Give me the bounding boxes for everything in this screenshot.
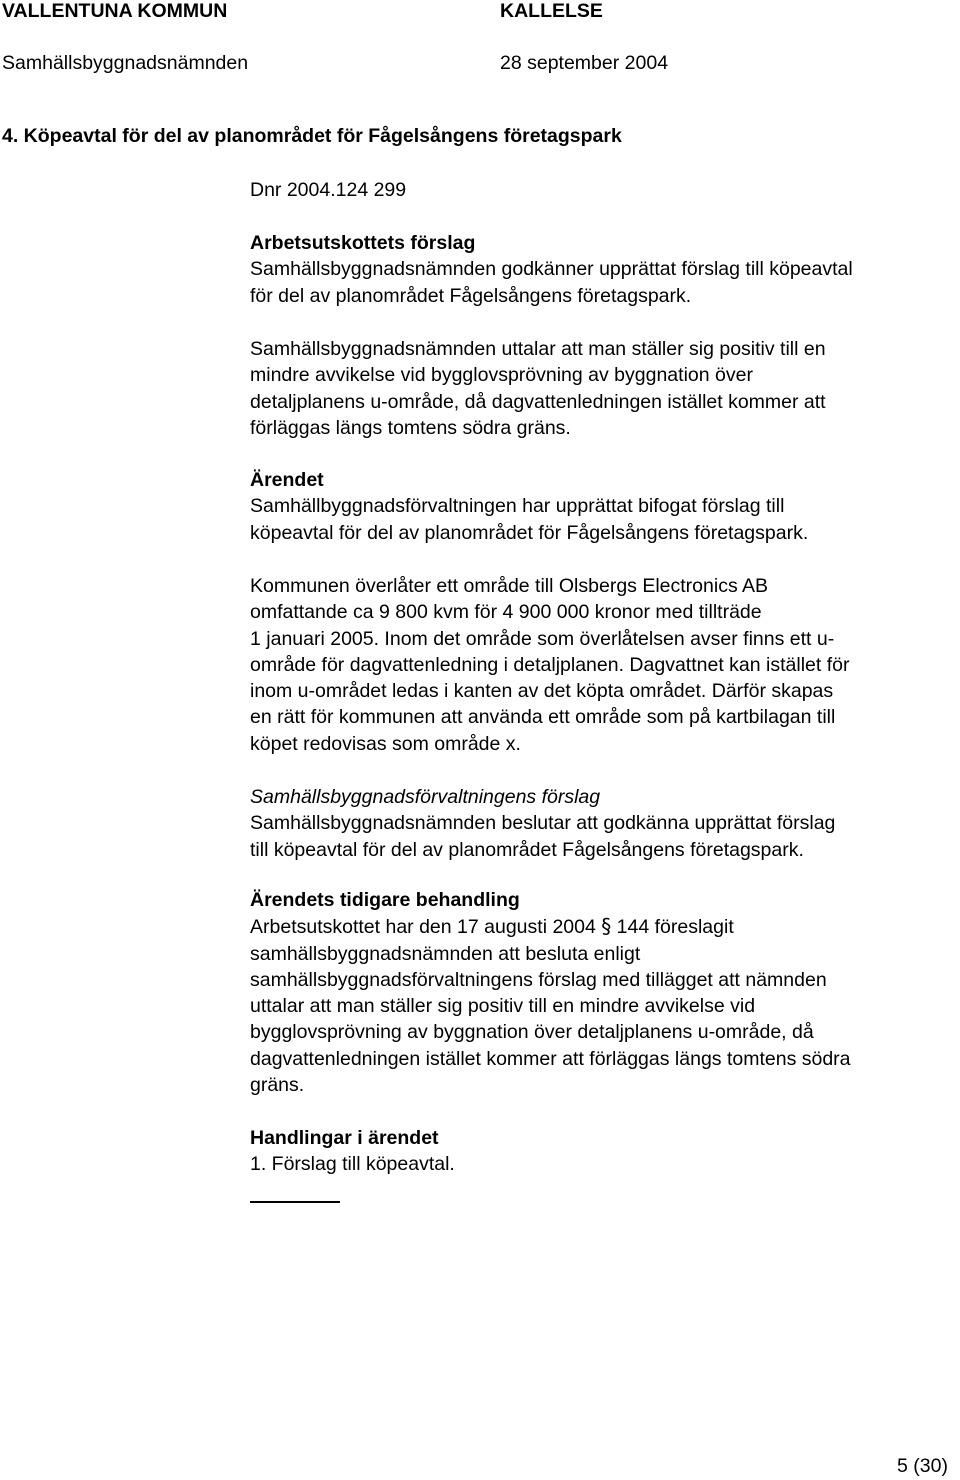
item-title: 4. Köpeavtal för del av planområdet för Fågelsångens företagspark — [2, 125, 622, 147]
au-proposal-heading: Arbetsutskottets förslag — [250, 232, 476, 254]
text-line: gräns. — [250, 1074, 305, 1097]
admin-proposal-heading: Samhällsbyggnadsförvaltningens förslag — [250, 786, 601, 808]
text-line: till köpeavtal för del av planområdet Fågelsångens företagspark. — [250, 838, 804, 861]
text-line: för del av planområdet Fågelsångens företagspark. — [250, 284, 692, 307]
au-proposal-paragraph-2 — [250, 336, 950, 441]
previous-heading: Ärendets tidigare behandling — [250, 889, 520, 911]
admin-proposal-section — [250, 784, 950, 863]
matter-paragraph-2 — [250, 573, 950, 757]
matter-heading: Ärendet — [250, 469, 324, 491]
header-doc-type: KALLELSE — [500, 0, 603, 22]
text-fragment: Arbetsutskottet har den 17 augusti 2004 — [250, 916, 602, 939]
text-line: uttalar att man ställer sig positiv till en mindre avvikelse vid — [250, 995, 756, 1018]
text-line: en rätt för kommunen att använda ett område som på kartbilagan till — [250, 706, 836, 729]
text-line: förläggas längs tomtens södra gräns. — [250, 416, 571, 439]
text-line: mindre avvikelse vid bygglovsprövning av byggnation över — [250, 364, 753, 387]
dnr — [250, 177, 950, 203]
au-proposal-section — [250, 230, 950, 309]
header-board: Samhällsbyggnadsnämnden — [2, 52, 249, 74]
document-item: 1. Förslag till köpeavtal. — [250, 1153, 455, 1176]
text-line: köpet redovisas som område x. — [250, 732, 521, 755]
text-line: samhällsbyggnadsnämnden att besluta enligt — [250, 942, 641, 965]
text-line: köpeavtal för del av planområdet för Fågelsångens företagspark. — [250, 521, 809, 544]
text-line: inom u-området ledas i kanten av det köpta området. Därför skapas — [250, 680, 834, 703]
text-fragment: 144 föreslagit — [611, 916, 734, 939]
text-line: område för dagvattenledning i detaljplanen. Dagvattnet kan istället för — [250, 653, 850, 676]
text-line: 1 januari 2005. Inom det område som överlåtelsen avser finns ett u- — [250, 627, 835, 650]
section-sign: § — [601, 914, 612, 939]
previous-section — [250, 887, 950, 1098]
text-line: bygglovsprövning av byggnation över detaljplanens u-område, då — [250, 1021, 814, 1044]
page-number: 5 (30) — [897, 1455, 948, 1477]
end-rule — [250, 1201, 340, 1203]
header-org: VALLENTUNA KOMMUN — [2, 0, 228, 22]
documents-heading: Handlingar i ärendet — [250, 1127, 439, 1149]
text-line: Samhällsbyggnadsnämnden uttalar att man ställer sig positiv till en — [250, 338, 826, 360]
text-line: Kommunen överlåter ett område till Olsbergs Electronics AB — [250, 575, 769, 597]
documents-section — [250, 1125, 950, 1178]
dnr-text: Dnr 2004.124 299 — [250, 179, 407, 201]
text-line: samhällsbyggnadsförvaltningens förslag med tillägget att nämnden — [250, 968, 827, 991]
text-line: detaljplanens u-område, då dagvattenledningen istället kommer att — [250, 390, 826, 413]
text-line: dagvattenledningen istället kommer att förläggas längs tomtens södra — [250, 1047, 851, 1070]
text-line-with-section — [250, 913, 950, 940]
matter-section — [250, 467, 950, 546]
text-line: omfattande ca 9 800 kvm för 4 900 000 kronor med tillträde — [250, 601, 762, 624]
text-line: Samhällsbyggnadsnämnden godkänner upprättat förslag till köpeavtal — [250, 258, 853, 281]
header-date: 28 september 2004 — [500, 52, 669, 74]
text-line: Samhällsbyggnadsnämnden beslutar att godkänna upprättat förslag — [250, 812, 836, 835]
text-line: Samhällbyggnadsförvaltningen har upprättat bifogat förslag till — [250, 495, 785, 518]
